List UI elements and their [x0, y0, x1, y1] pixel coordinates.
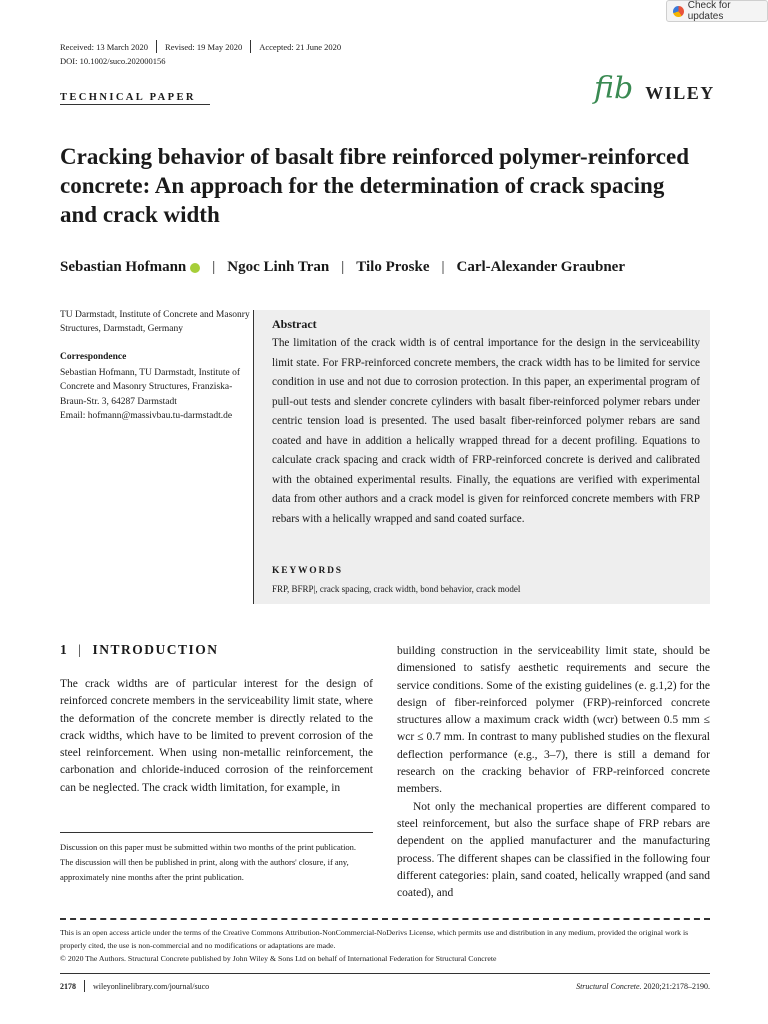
divider — [84, 980, 85, 992]
check-for-updates-button[interactable] — [666, 0, 768, 22]
history-dates — [60, 40, 341, 53]
copyright-text: © 2020 The Authors. Structural Concrete published by John Wiley & Sons Ltd on behalf of International Federation for Structural Concrete — [60, 954, 497, 963]
section-label: TECHNICAL PAPER — [60, 92, 196, 103]
author-separator: | — [441, 259, 445, 275]
section-rule — [60, 104, 210, 105]
accepted-date: Accepted: 21 June 2020 — [259, 41, 342, 52]
section-separator: | — [78, 642, 83, 657]
journal-name: Structural Concrete. — [576, 981, 642, 991]
check-for-updates-label: Check for updates — [687, 0, 731, 22]
section-title: INTRODUCTION — [92, 642, 219, 657]
divider — [250, 40, 251, 53]
fib-logo: fib — [594, 71, 634, 106]
keywords-list: FRP, BFRP|, crack spacing, crack width, bond behavior, crack model — [272, 584, 521, 594]
body-paragraph: Not only the mechanical properties are different compared to steel reinforcement, but also the surface shape of FRP rebars are dependent on the applied manufacturer and the manufacturing process. The different shapes can be classified in the following four different categories: plain, sand coated, helically wrapped (and sand coated), and — [397, 800, 710, 900]
body-column-left: The crack widths are of particular interest for the design of reinforced concrete members in the serviceability limit state, where the deformation of the concrete member is directly related to the crack widths, which have to be limited to prevent corrosion of the steel reinforcement. When using non-metallic reinforcement, the carbonation and chloride-induced corrosion of the reinforcement can be neglected. The crack width limitation, for example, in — [60, 678, 373, 794]
author-name[interactable]: Carl-Alexander Graubner — [456, 259, 625, 275]
correspondence-address: Sebastian Hofmann, TU Darmstadt, Institute of Concrete and Masonry Structures, Franziska-Braun-Str. 3, 64287 Darmstadt — [60, 368, 241, 407]
body-paragraph: building construction in the serviceability limit state, should be dimensioned to satisfy aesthetic requirements and secure the service conditions. Some of the existing guidelines (e. g.1,2) for the design of fiber-reinforced polymer (FRP)-reinforced concrete structures allow a maximum crack width (wcr) between 0.5 mm ≤ wcr ≤ 0.7 mm. In contrast to many published studies on the flexural deflection performance (e.g., 3–7), there is still a demand for research on the cracking behavior of FRP-reinforced concrete members. — [397, 645, 710, 796]
discussion-footnote: Discussion on this paper must be submitted within two months of the print publication. The discussion will then be published in print, along with the authors' closure, if any, approximately nine months after the print publication. — [60, 842, 357, 882]
license-block — [60, 926, 710, 965]
correspondence-heading: Correspondence — [60, 352, 127, 362]
correspondence-email[interactable]: Email: hofmann@massivbau.tu-darmstadt.de — [60, 410, 233, 421]
abstract-heading: Abstract — [272, 317, 317, 331]
revised-date: Revised: 19 May 2020 — [165, 41, 243, 52]
correspondence-block — [60, 366, 250, 423]
crossmark-icon — [673, 6, 684, 17]
section-heading — [60, 642, 218, 658]
author-separator: | — [212, 259, 216, 275]
journal-citation — [576, 982, 710, 991]
footer-rule — [60, 973, 710, 974]
author-name[interactable]: Ngoc Linh Tran — [227, 259, 330, 275]
keywords-heading: KEYWORDS — [272, 566, 343, 576]
divider — [156, 40, 157, 53]
page-footer — [60, 980, 710, 992]
publisher-logos — [594, 71, 715, 106]
author-separator: | — [341, 259, 345, 275]
paper-title: Cracking behavior of basalt fibre reinforced polymer-reinforced concrete: An approach for the determination of crack spacing and crack width — [60, 144, 690, 227]
page-number: 2178 — [60, 981, 76, 991]
author-name[interactable]: Sebastian Hofmann — [60, 259, 187, 275]
wiley-logo: WILEY — [645, 83, 715, 103]
abstract-text: The limitation of the crack width is of central importance for the design in the serviceability limit state. For FRP-reinforced concrete members, the crack width has to be limited for service condition in use and not due to corrosion protection. In this paper, an experimental program of pull-out tests and slender concrete cylinders with basalt fiber-reinforced polymer rebars under centric tension load is presented. The used basalt fiber-reinforced polymer rebars are sand coated and have in addition a helically wrapped thread for a decent profiling. Equations to calculate crack spacing and crack width of FRP-reinforced concrete is derived and calibrated with the obtained experimental results. Finally, the equations are verified with experimental data from other authors and a crack model is given for reinforced concrete members with FRP rebars with a helically wrapped and sand coated surface. — [272, 337, 700, 525]
footnote-rule — [60, 832, 373, 833]
license-divider — [60, 918, 710, 920]
received-date: Received: 13 March 2020 — [60, 41, 149, 52]
author-name[interactable]: Tilo Proske — [356, 259, 430, 275]
body-column-right — [397, 643, 710, 902]
journal-url[interactable]: wileyonlinelibrary.com/journal/suco — [93, 981, 210, 991]
author-list — [60, 259, 625, 276]
doi[interactable]: DOI: 10.1002/suco.202000156 — [60, 56, 166, 66]
orcid-icon[interactable] — [190, 263, 200, 273]
license-text: This is an open access article under the terms of the Creative Commons Attribution-NonCommercial-NoDerivs License, which permits use and distribution in any medium, provided the original work is properly cited, the use is non-commercial and no modifications or adaptations are made. — [60, 928, 689, 950]
section-number: 1 — [60, 642, 69, 657]
affiliation: TU Darmstadt, Institute of Concrete and Masonry Structures, Darmstadt, Germany — [60, 310, 250, 334]
citation-details: 2020;21:2178–2190. — [643, 981, 710, 991]
